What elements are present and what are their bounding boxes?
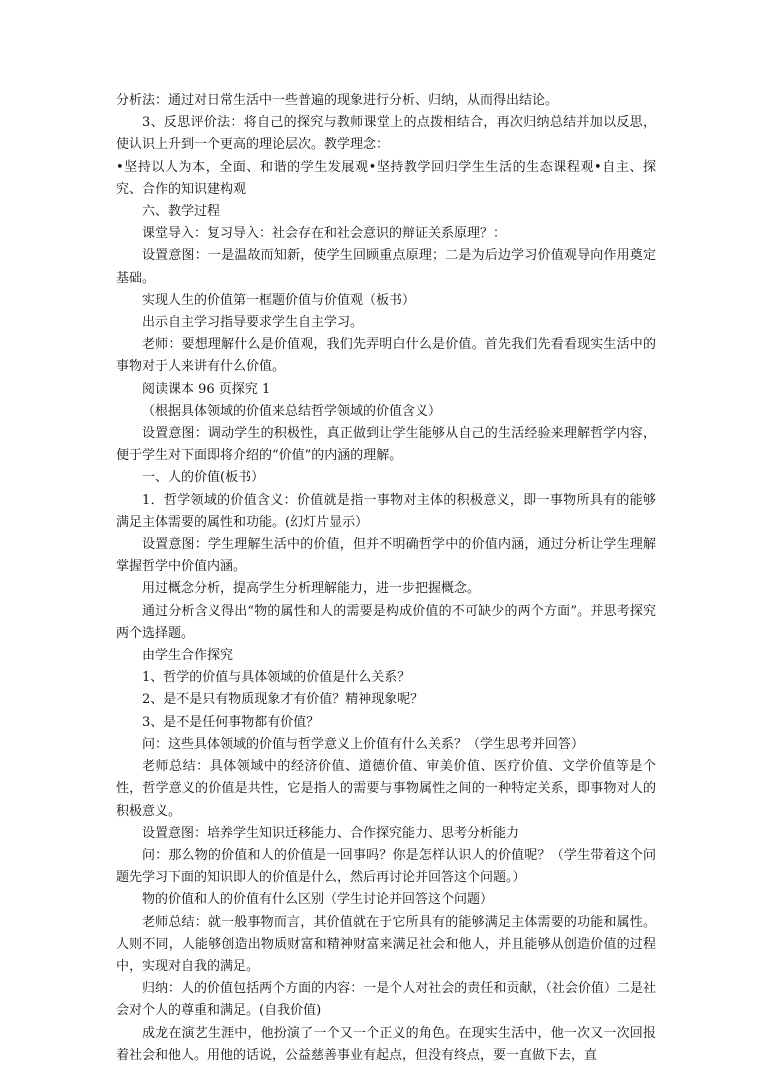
- document-paragraph: 课堂导入：复习导入：社会存在和社会意识的辩证关系原理？：: [142, 226, 507, 242]
- document-paragraph: 由学生合作探究: [142, 648, 234, 664]
- document-paragraph: 问：那么物的价值和人的价值是一回事吗？你是怎样认识人的价值呢？（学生带着这个问题先学习下面的知识即人的价值是什么，然后再讨论并回答这个问题。）: [116, 847, 656, 886]
- document-paragraph: 物的价值和人的价值有什么区别（学生讨论并回答这个问题）: [142, 892, 494, 908]
- document-paragraph: 1、哲学的价值与具体领域的价值是什么关系？: [142, 670, 411, 686]
- document-paragraph: 老师总结：就一般事物而言，其价值就在于它所具有的能够满足主体需要的功能和属性。人则不同，人能够创造出物质财富和精神财富来满足社会和他人，并且能够从创造价值的过程中，实现对自我的满足。: [116, 914, 656, 974]
- document-paragraph: •坚持以人为本，全面、和谐的学生发展观•坚持教学回归学生生活的生态课程观•自主、探究、合作的知识建构观: [116, 159, 656, 197]
- document-paragraph: 分析法：通过对日常生活中一些普遍的现象进行分析、归纳，从而得出结论。: [116, 93, 559, 108]
- document-paragraph: 老师总结：具体领域中的经济价值、道德价值、审美价值、医疗价值、文学价值等是个性，哲学意义的价值是共性，它是指人的需要与事物属性之间的一种特定关系，即事物对人的积极意义。: [116, 759, 656, 819]
- document-paragraph: 六、教学过程: [142, 204, 221, 220]
- document-paragraph: （根据具体领域的价值来总结哲学领域的价值含义）: [142, 403, 442, 419]
- document-paragraph: 问：这些具体领域的价值与哲学意义上价值有什么关系？（学生思考并回答）: [142, 736, 585, 752]
- document-paragraph: 实现人生的价值第一框题价值与价值观（板书）: [142, 292, 416, 308]
- document-paragraph: 3、是不是任何事物都有价值？: [142, 714, 320, 730]
- document-paragraph: 2、是不是只有物质现象才有价值？精神现象呢？: [142, 692, 424, 708]
- document-page: [116, 90, 656, 1067]
- document-paragraph: 阅读课本 96 页探究 1: [142, 381, 271, 397]
- document-paragraph: 老师：要想理解什么是价值观，我们先弄明白什么是价值。首先我们先看看现实生活中的事物对于人来讲有什么价值。: [116, 337, 656, 375]
- document-paragraph: 通过分析含义得出“物的属性和人的需要是构成价值的不可缺少的两个方面”。并思考探究两个选择题。: [116, 603, 656, 641]
- document-paragraph: 设置意图：一是温故而知新，使学生回顾重点原理；二是为后边学习价值观导向作用奠定基础。: [116, 248, 656, 286]
- document-paragraph: 归纳：人的价值包括两个方面的内容：一是个人对社会的责任和贡献，（社会价值）二是社会对个人的尊重和满足。(自我价值): [116, 981, 656, 1019]
- document-paragraph: 设置意图：学生理解生活中的价值，但并不明确哲学中的价值内涵，通过分析让学生理解掌握哲学中价值内涵。: [116, 537, 656, 575]
- document-paragraph: 设置意图：调动学生的积极性，真正做到让学生能够从自己的生活经验来理解哲学内容，便于学生对下面即将介绍的“价值”的内涵的理解。: [116, 426, 656, 464]
- document-paragraph: 出示自主学习指导要求学生自主学习。: [142, 315, 364, 331]
- document-paragraph: 用过概念分析，提高学生分析理解能力，进一步把握概念。: [142, 581, 481, 597]
- document-paragraph: 成龙在演艺生涯中，他扮演了一个又一个正义的角色。在现实生活中，他一次又一次回报着社会和他人。用他的话说，公益慈善事业有起点，但没有终点，要一直做下去，直: [116, 1025, 656, 1063]
- document-paragraph: 1．哲学领域的价值含义：价值就是指一事物对主体的积极意义，即一事物所具有的能够满足主体需要的属性和功能。(幻灯片显示）: [116, 492, 656, 530]
- document-paragraph: 设置意图：培养学生知识迁移能力、合作探究能力、思考分析能力: [142, 825, 520, 841]
- document-paragraph: 3、反思评价法：将自己的探究与教师课堂上的点拨相结合，再次归纳总结并加以反思，使认识上升到一个更高的理论层次。教学理念：: [116, 115, 656, 153]
- document-paragraph: 一、人的价值(板书）: [142, 470, 265, 486]
